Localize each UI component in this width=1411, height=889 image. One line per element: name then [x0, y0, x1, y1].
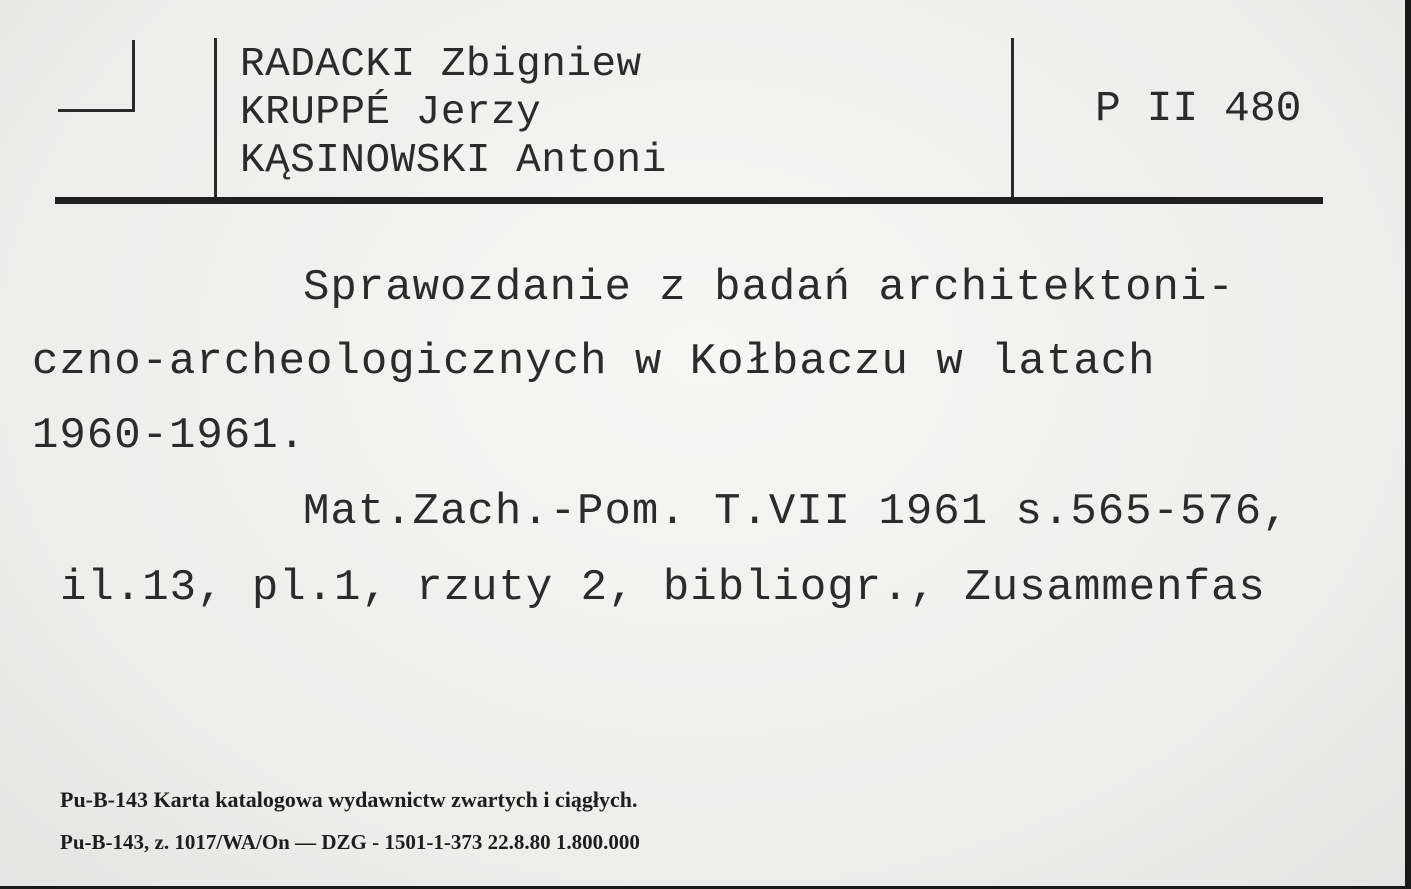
- call-number: P II 480: [1095, 84, 1302, 133]
- author-name: KRUPPÉ Jerzy: [240, 90, 542, 136]
- header-rule: [55, 197, 1323, 204]
- corner-mark-vertical: [132, 40, 135, 112]
- author-name: KĄSINOWSKI Antoni: [240, 138, 667, 184]
- header-divider-right: [1011, 38, 1014, 198]
- print-info: Pu-B-143, z. 1017/WA/On — DZG - 1501-1-373 22.8.80 1.800.000: [60, 830, 640, 854]
- description-line: il.13, pl.1, rzuty 2, bibliogr., Zusammenfas: [60, 563, 1266, 613]
- title-line: 1960-1961.: [32, 411, 307, 461]
- header-divider-left: [214, 38, 217, 198]
- author-name: RADACKI Zbigniew: [240, 42, 642, 88]
- title-line: Sprawozdanie z badań architektoni-: [303, 263, 1235, 313]
- title-line: czno-archeologicznych w Kołbaczu w latach: [32, 337, 1156, 387]
- corner-mark-horizontal: [58, 109, 135, 112]
- form-label: Pu-B-143 Karta katalogowa wydawnictw zwartych i ciągłych.: [60, 787, 638, 812]
- source-line: Mat.Zach.-Pom. T.VII 1961 s.565-576,: [303, 487, 1290, 537]
